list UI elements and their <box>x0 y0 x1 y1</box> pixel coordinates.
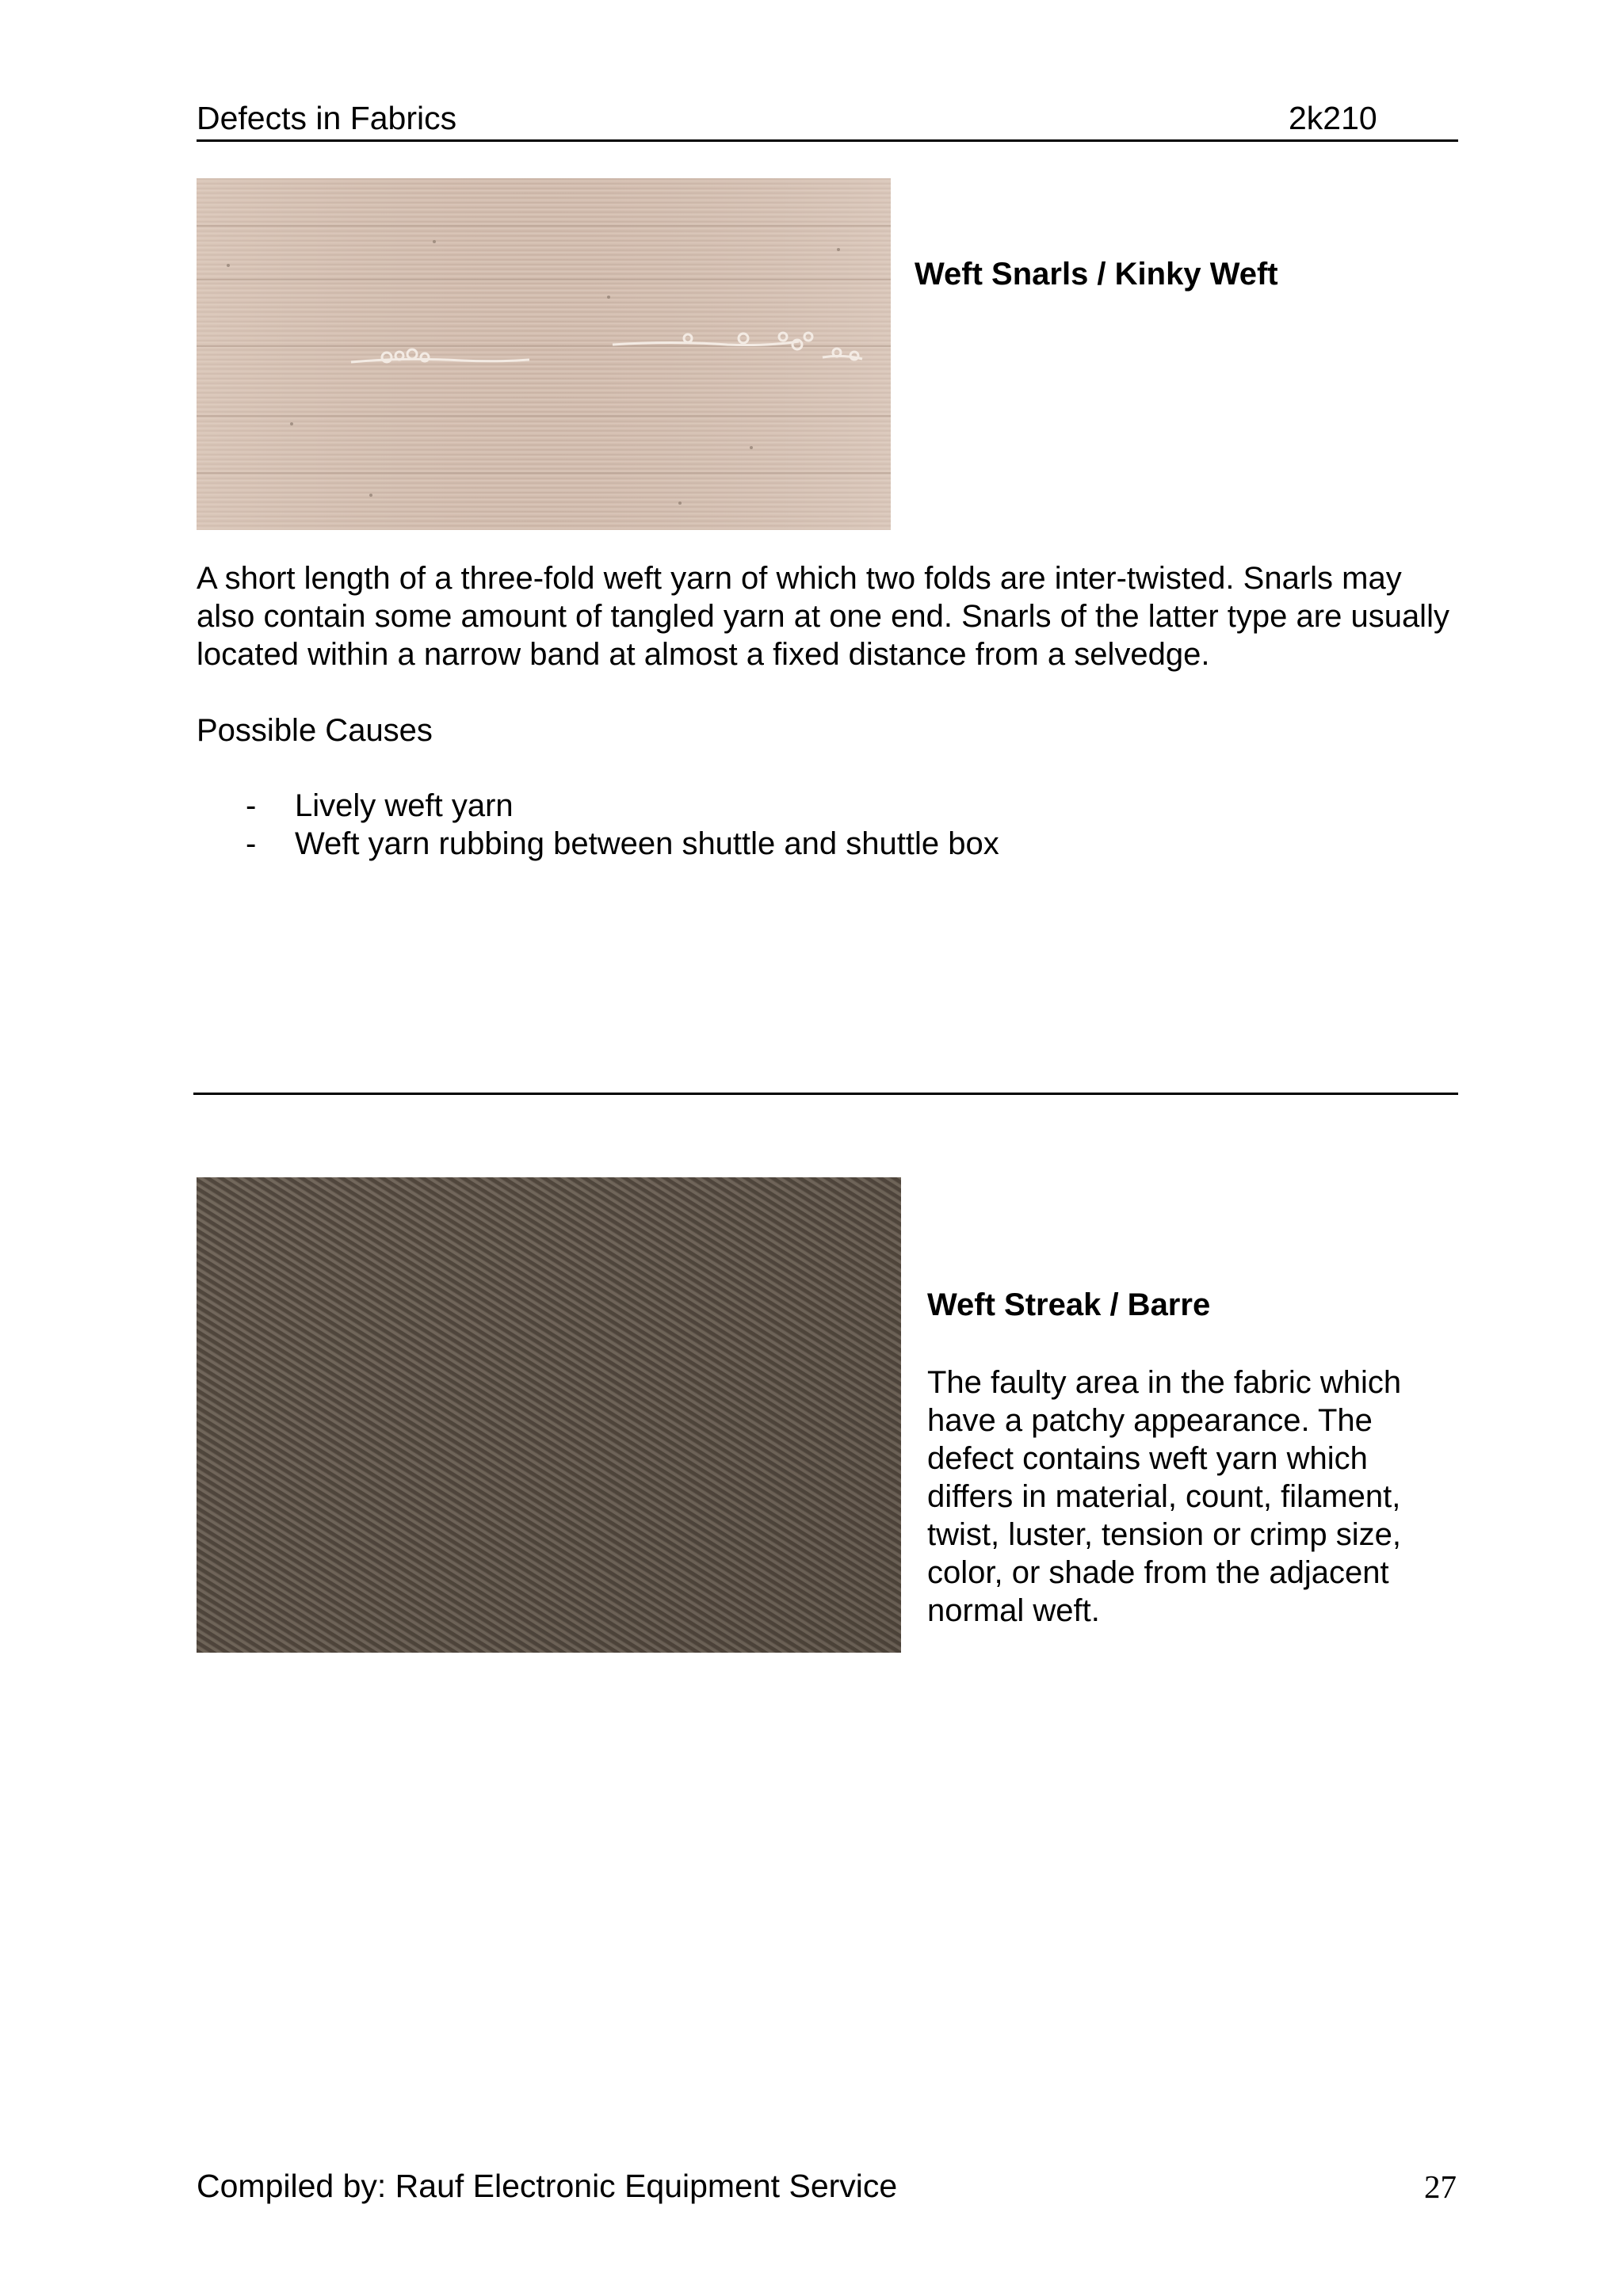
dash-bullet-icon: - <box>246 788 257 823</box>
beige-fabric-with-snarls-image <box>197 178 891 530</box>
cause-text: Lively weft yarn <box>295 788 514 823</box>
cause-text: Weft yarn rubbing between shuttle and shuttle box <box>295 826 999 861</box>
section-divider <box>193 1093 1458 1095</box>
brown-twill-fabric-image <box>197 1177 901 1653</box>
page-footer <box>197 2168 1457 2207</box>
defect-description-weft-snarls: A short length of a three-fold weft yarn of which two folds are inter-twisted. Snarls may also contain some amount of tangled yarn at one end. Snarls of the latter type are usually located within a narrow band at almost a fixed distance from a selvedge. <box>197 561 1449 672</box>
dash-bullet-icon: - <box>246 826 257 861</box>
page-number: 27 <box>1424 2168 1457 2205</box>
document-code: 2k210 <box>1289 100 1377 136</box>
page-header <box>197 93 1458 142</box>
list-item <box>197 825 999 863</box>
defect-heading-weft-streak: Weft Streak / Barre <box>927 1287 1211 1322</box>
defect-description-weft-streak: The faulty area in the fabric which have a patchy appearance. The defect contains weft yarn which differs in material, count, filament, twist, luster, tension or crimp size, color, or shade from the adjacent normal weft. <box>927 1365 1402 1628</box>
compiled-by-text: Compiled by: Rauf Electronic Equipment Service <box>197 2168 898 2204</box>
document-title: Defects in Fabrics <box>197 100 457 136</box>
defect-heading-weft-snarls: Weft Snarls / Kinky Weft <box>915 257 1278 292</box>
causes-list <box>197 787 999 863</box>
possible-causes-label: Possible Causes <box>197 713 433 748</box>
list-item <box>197 787 999 825</box>
